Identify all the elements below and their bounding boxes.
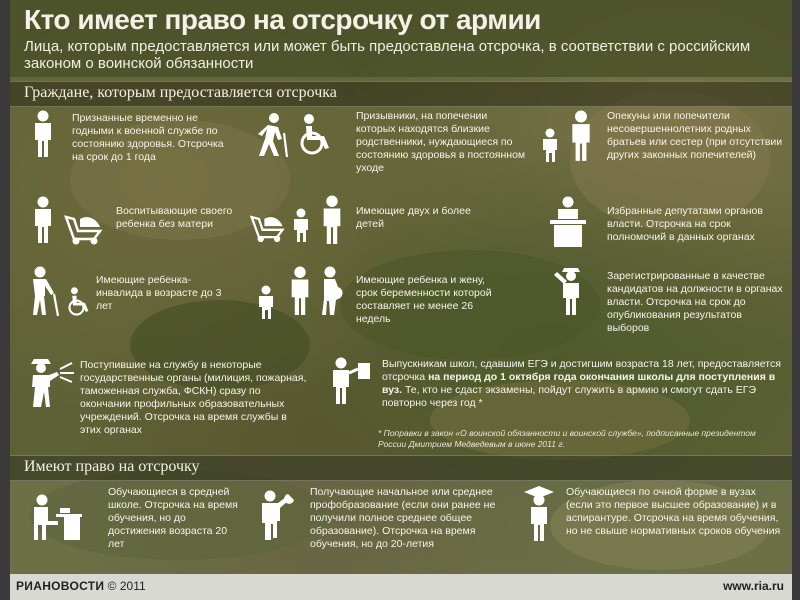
page-title: Кто имеет право на отсрочку от армии xyxy=(24,4,541,35)
infographic-slide xyxy=(10,0,792,600)
standing-man-icon xyxy=(318,195,346,245)
section-heading: Граждане, которым предоставляется отсрочка xyxy=(24,84,337,101)
graduates-text-part: Выпускникам школ, сдавшим ЕГЭ и достигшим возраста 18 лет, предоставляется отсрочка xyxy=(382,358,781,383)
pregnant-woman-icon xyxy=(318,266,346,316)
footer xyxy=(10,574,792,600)
child-icon xyxy=(540,128,560,162)
section-heading: Имеют право на отсрочку xyxy=(24,458,200,475)
wheelchair-icon xyxy=(66,287,94,317)
baby-stroller-icon xyxy=(248,213,288,243)
wheelchair-icon xyxy=(297,114,337,156)
graduates-text xyxy=(382,358,782,410)
standing-man-icon xyxy=(30,196,56,244)
worker-with-wrench-icon xyxy=(256,490,304,542)
child-icon xyxy=(256,285,276,319)
item-text: Имеющие ребенка и жену, срок беременности которой составляет не менее 26 недель xyxy=(356,274,492,325)
saluting-man-icon xyxy=(550,266,588,316)
item-text: Призывники, на попечении которых находятся близкие родственники, нуждающиеся по состоянию здоровья в постоянном уходе xyxy=(356,110,526,174)
graduates-text-bold: на период до 1 октября года окончания школы для поступления в вуз. xyxy=(382,371,776,396)
section-heading-bar xyxy=(10,81,792,107)
item-text: Обучающиеся в средней школе. Отсрочка на время обучения, но до достижения возраста 20 лет xyxy=(108,486,238,550)
footer-brand xyxy=(16,579,146,593)
page-subtitle: Лица, которым предоставляется или может быть предоставлена отсрочка, в соответствии с российским законом о воинской обязанности xyxy=(24,38,751,72)
ria-novosti-logo: РИАНОВОСТИ xyxy=(16,579,105,593)
section-heading-bar xyxy=(10,455,792,481)
standing-man-icon xyxy=(30,110,56,158)
man-with-cane-icon xyxy=(28,266,62,316)
item-text: Обучающиеся по очной форме в вузах (если это первое высшее образование) и в аспирантуре. Отсрочка на время обучения, но не свыше нормативных сроков обучения xyxy=(566,486,781,537)
elderly-person-icon xyxy=(254,113,292,157)
item-text: Избранные депутатами органов власти. Отсрочка на срок полномочий в данных органах xyxy=(607,205,763,243)
item-text: Воспитывающие своего ребенка без матери xyxy=(116,205,233,230)
item-text: Получающие начальное или среднее профобразование (если они ранее не получили полное среднее общее образование). Отсрочка на время обучения, но до 20-летия xyxy=(310,486,496,550)
item-text: Имеющие двух и более детей xyxy=(356,205,471,230)
item-text: Признанные временно не годными к военной службе по состоянию здоровья. Отсрочка на срок до 1 года xyxy=(72,112,224,163)
man-with-document-icon xyxy=(328,357,374,407)
standing-man-icon xyxy=(566,110,596,162)
speaker-at-podium-icon xyxy=(548,196,588,248)
copyright-text: © 2011 xyxy=(107,579,146,593)
graduate-cap-icon xyxy=(522,486,556,542)
footer-url-link[interactable]: www.ria.ru xyxy=(723,579,784,593)
item-text: Опекуны или попечители несовершеннолетних родных братьев или сестер (при отсутствии других законных попечителей) xyxy=(607,110,783,161)
item-text: Поступившие на службу в некоторые государственные органы (милиция, пожарная, таможенная служба, ФСКН) сразу по окончании профильных образовательных учреждений. Отсрочка на время службы в этих органах xyxy=(80,359,307,436)
baby-stroller-icon xyxy=(62,213,106,245)
item-text: Имеющие ребенка-инвалида в возрасте до 3 лет xyxy=(96,274,222,312)
standing-man-icon xyxy=(286,266,314,316)
header xyxy=(10,0,792,77)
footnote: * Поправки в закон «О воинской обязанности и воинской службе», подписанные президентом России Дмитрием Медведевым в июне 2011 г. xyxy=(378,428,756,449)
student-at-desk-icon xyxy=(30,494,84,540)
item-text: Зарегистрированные в качестве кандидатов на должности в органах власти. Отсрочка на срок до опубликования результатов выборов xyxy=(607,270,783,334)
firefighter-icon xyxy=(26,357,76,409)
graduates-text-part: Те, кто не сдаст экзамены, пойдут служить в армию и смогут сдать ЕГЭ повторно через год * xyxy=(382,384,757,409)
child-icon xyxy=(291,208,311,242)
